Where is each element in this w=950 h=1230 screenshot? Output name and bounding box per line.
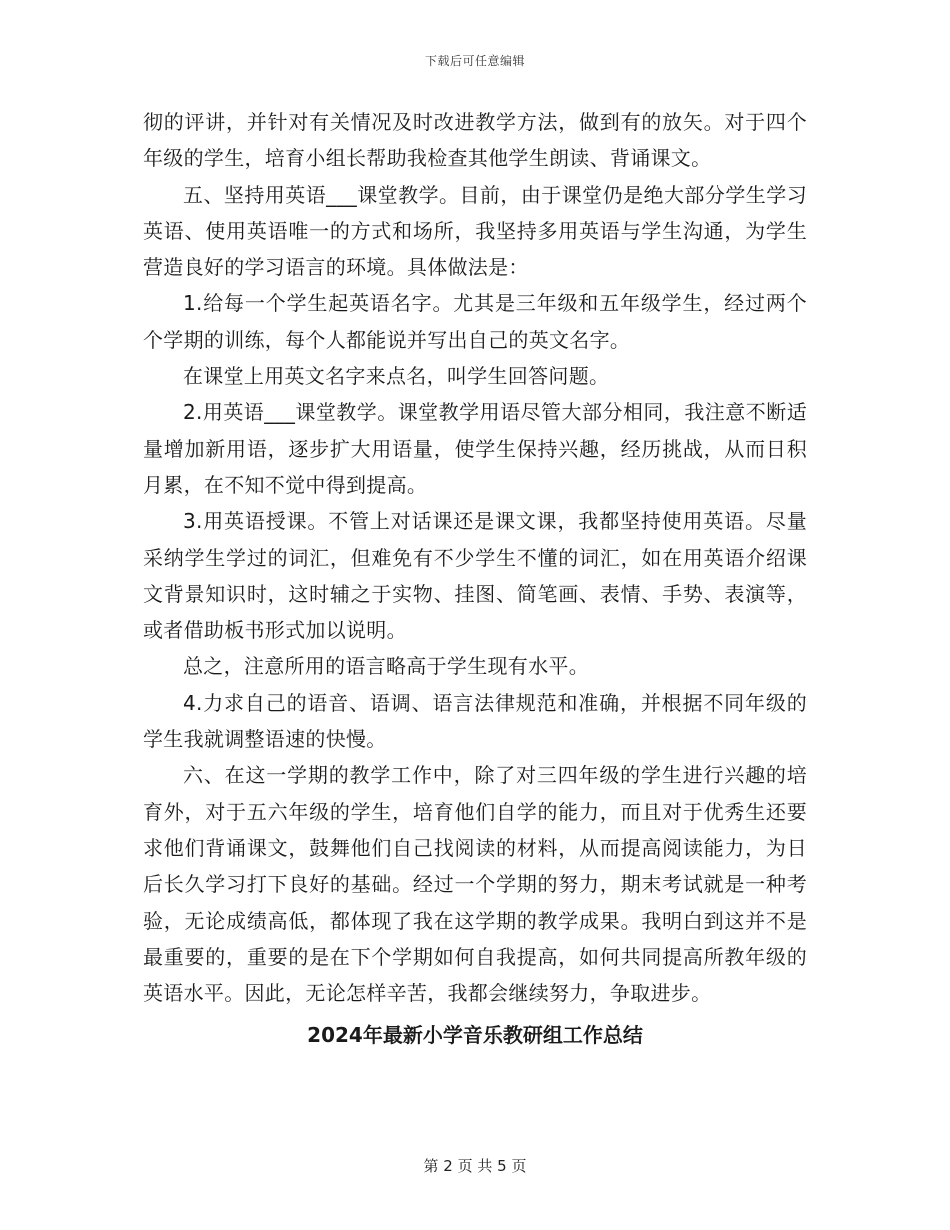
paragraph-2: 五、坚持用英语___课堂教学。目前，由于课堂仍是绝大部分学生学习英语、使用英语唯一的方式和场所，我坚持多用英语与学生沟通，为学生营造良好的学习语言的环境。具体做法是： [143,182,807,280]
paragraph-4: 在课堂上用英文名字来点名，叫学生回答问题。 [183,364,610,389]
section-title: 2024年最新小学音乐教研组工作总结 [307,1023,643,1048]
paragraph-9: 六、在这一学期的教学工作中，除了对三四年级的学生进行兴趣的培育外，对于五六年级的学生，培育他们自学的能力，而且对于优秀生还要求他们背诵课文，鼓舞他们自己找阅读的材料，从而提高阅读能力，为日后长久学习打下良好的基础。经过一个学期的努力，期末考试就是一种考验，无论成绩高低，都体现了我在这学期的教学成果。我明白到这并不是最重要的，重要的是在下个学期如何自我提高，如何共同提高所教年级的英语水平。因此，无论怎样辛苦，我都会继续努力，争取进步。 [143,763,807,1006]
header-note: 下载后可任意编辑 [424,54,525,68]
paragraph-5: 2.用英语___课堂教学。课堂教学用语尽管大部分相同，我注意不断适量增加新用语，逐步扩大用语量，使学生保持兴趣，经历挑战，从而日积月累，在不知不觉中得到提高。 [143,400,807,497]
paragraph-8: 4.力求自己的语音、语调、语言法律规范和准确，并根据不同年级的学生我就调整语速的快慢。 [143,690,807,752]
paragraph-3: 1.给每一个学生起英语名字。尤其是三年级和五年级学生，经过两个个学期的训练，每个人都能说并写出自己的英文名字。 [143,291,807,352]
document-body [143,104,807,1053]
paragraph-1: 彻的评讲，并针对有关情况及时改进教学方法，做到有的放矢。对于四个年级的学生，培育小组长帮助我检查其他学生朗读、背诵课文。 [143,110,807,171]
paragraph-6: 3.用英语授课。不管上对话课还是课文课，我都坚持使用英语。尽量采纳学生学过的词汇，但难免有不少学生不懂的词汇，如在用英语介绍课文背景知识时，这时辅之于实物、挂图、简笔画、表情、手势、表演等，或者借助板书形式加以说明。 [143,509,807,643]
page-number: 第 2 页 共 5 页 [423,1157,527,1175]
paragraph-7: 总之，注意所用的语言略高于学生现有水平。 [183,654,589,679]
